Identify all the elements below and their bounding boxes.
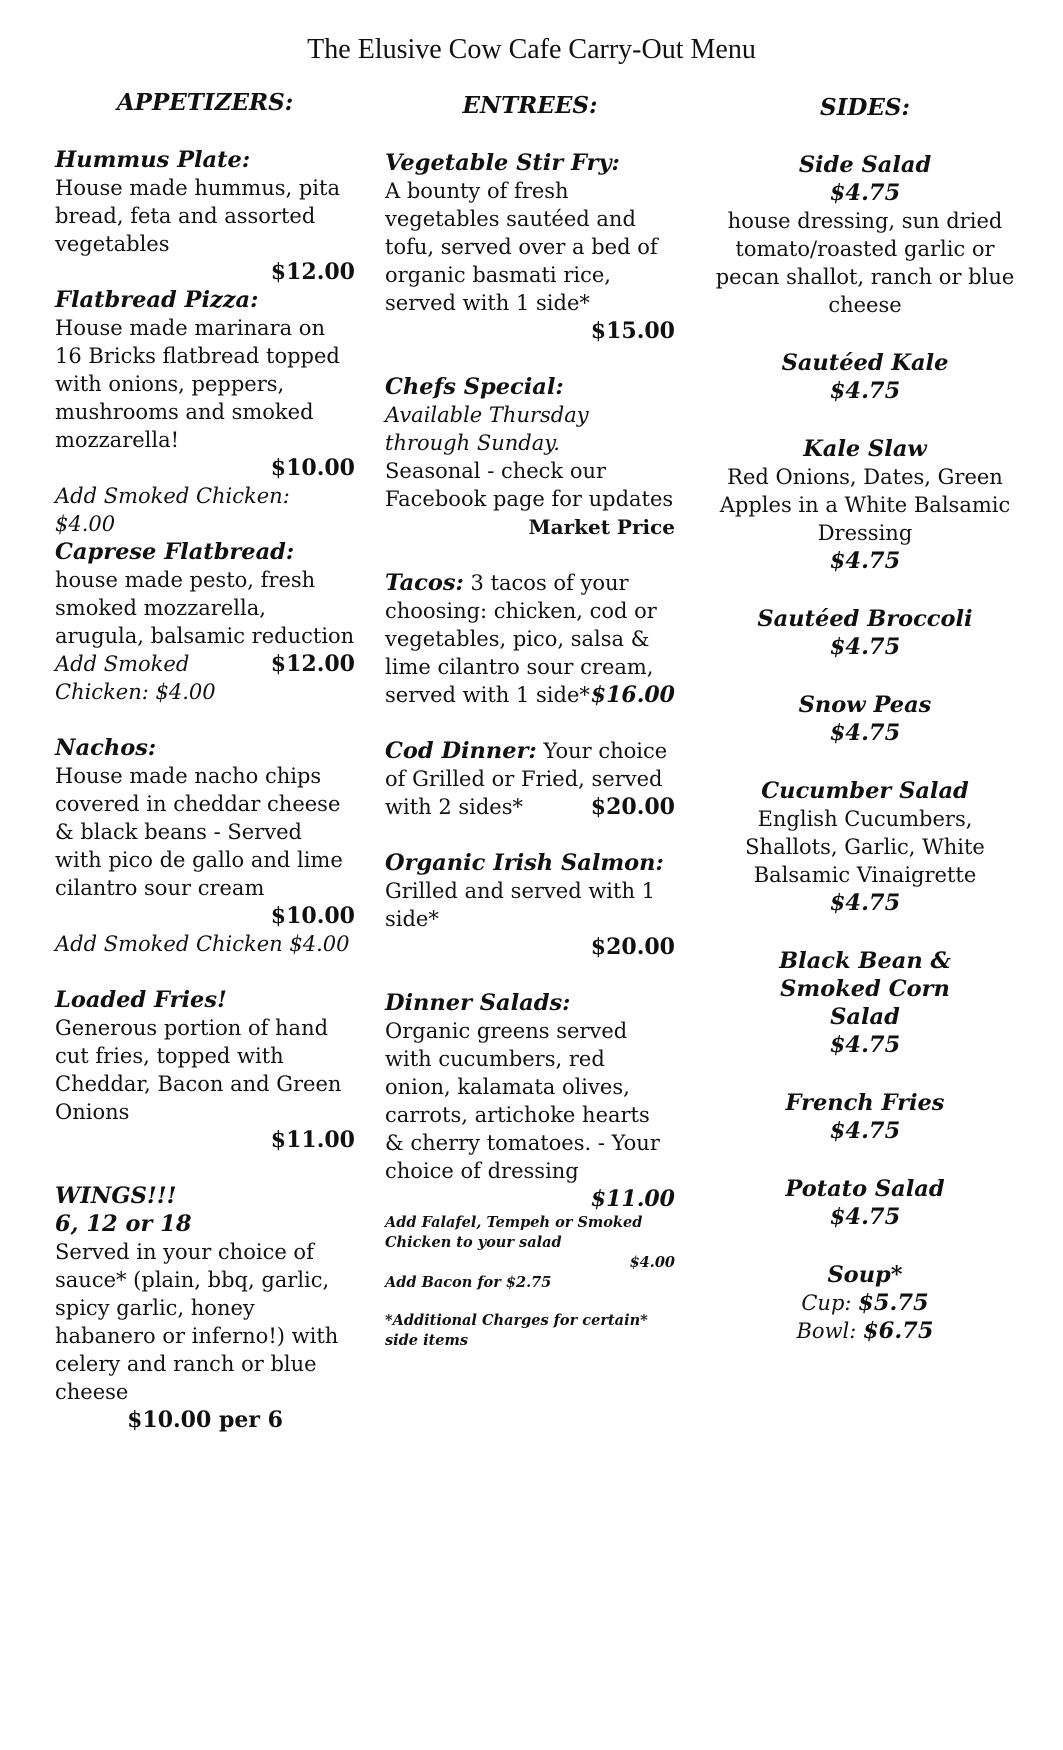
side-name: Potato Salad [785,1176,945,1202]
menu-title: The Elusive Cow Cafe Carry-Out Menu [307,34,756,65]
spacer [55,958,355,986]
spacer [385,961,675,989]
entrees-heading: ENTREES: [462,92,598,119]
menu-item-salmon [385,849,675,961]
menu-item-caprese [55,538,355,706]
spacer [385,1293,675,1311]
cup-price: $5.75 [858,1290,929,1316]
appetizers-heading: APPETIZERS: [116,89,294,116]
footnote: *Additional Charges for certain* side items [385,1312,648,1349]
appetizers-column [55,88,355,1434]
spacer [385,709,675,737]
side-price: $4.75 [829,1204,901,1230]
item-desc: A bounty of fresh vegetables sautéed and tofu, served over a bed of organic basmati rice, served with 1 side* [385,179,658,315]
item-price: $12.00 [270,259,355,285]
item-desc: Your choice of Grilled or Fried, served with 2 sides* [385,739,668,819]
side-name: Kale Slaw [803,436,927,462]
side-item-kale-slaw [715,435,1015,575]
spacer [55,706,355,734]
side-name: Sautéed Broccoli [757,606,973,632]
side-item-sauteed-broccoli [715,605,1015,661]
entrees-column [385,88,675,1351]
item-desc: Served in your choice of sauce* (plain, bbq, garlic, spicy garlic, honey habanero or inferno!) with celery and ranch or blue cheese [55,1240,339,1404]
menu-item-dinner-salads [385,989,675,1213]
side-item-snow-peas [715,691,1015,747]
side-price: $4.75 [829,1032,901,1058]
item-price: $11.00 [590,1186,675,1212]
spacer [385,345,675,373]
side-item-soup [715,1261,1015,1345]
item-desc: Organic greens served with cucumbers, red onion, kalamata olives, carrots, artichoke hearts & cherry tomatoes. - Your choice of dressing [385,1019,660,1183]
cup-label: Cup: [801,1291,852,1315]
side-name: Cucumber Salad [761,778,969,804]
side-item-black-bean-corn-salad [715,947,1015,1059]
salad-addons [385,1213,675,1351]
menu-item-wings [55,1182,355,1434]
side-name: Soup* [827,1262,903,1288]
spacer [385,821,675,849]
item-name: Flatbread Pizza: [55,287,259,313]
item-price: Market Price [528,515,675,539]
item-desc: house made pesto, fresh smoked mozzarella, arugula, balsamic reduction [55,568,355,648]
side-desc: English Cucumbers, Shallots, Garlic, White Balsamic Vinaigrette [745,807,985,887]
item-desc: House made nacho chips covered in cheddar cheese & black beans - Served with pico de gallo and lime cilantro sour cream [55,764,343,900]
side-price: $4.75 [829,634,901,660]
item-name: Caprese Flatbread: [55,539,295,565]
menu-item-chefs-special [385,373,675,541]
item-price: $20.00 [590,794,675,820]
item-name: Dinner Salads: [385,990,571,1016]
side-price: $4.75 [829,720,901,746]
item-name: Vegetable Stir Fry: [385,150,620,176]
side-item-cucumber-salad [715,777,1015,917]
item-addon: Add Smoked Chicken: $4.00 [55,484,290,536]
item-subname: 6, 12 or 18 [55,1211,192,1237]
item-desc: House made hummus, pita bread, feta and assorted vegetables [55,176,340,256]
item-desc: Grilled and served with 1 side* [385,879,656,931]
item-name: Nachos: [55,735,157,761]
addon-protein: Add Falafel, Tempeh or Smoked Chicken to your salad [385,1214,643,1251]
side-item-potato-salad [715,1175,1015,1231]
side-name: Black Bean & Smoked Corn Salad [779,948,951,1030]
item-name: Chefs Special: [385,374,564,400]
side-name: French Fries [785,1090,945,1116]
menu-item-flatbread [55,286,355,538]
item-name: WINGS!!! [55,1183,177,1209]
item-price: $15.00 [590,318,675,344]
item-name: Tacos: [385,570,464,596]
side-desc: house dressing, sun dried tomato/roasted garlic or pecan shallot, ranch or blue cheese [715,209,1015,317]
item-name: Organic Irish Salmon: [385,850,664,876]
side-price: $4.75 [829,378,901,404]
side-price: $4.75 [829,548,901,574]
menu-item-tacos [385,569,675,709]
side-item-french-fries [715,1089,1015,1145]
soup-cup [715,1289,1015,1317]
soup-bowl [715,1317,1015,1345]
menu-item-nachos [55,734,355,958]
bowl-label: Bowl: [796,1319,857,1343]
bowl-price: $6.75 [863,1318,934,1344]
side-item-sauteed-kale [715,349,1015,405]
menu-item-cod-dinner [385,737,675,821]
item-price: $16.00 [590,682,675,708]
item-desc: Generous portion of hand cut fries, topped with Cheddar, Bacon and Green Onions [55,1016,342,1124]
sides-heading: SIDES: [820,94,910,121]
menu-item-loaded-fries [55,986,355,1154]
side-price: $4.75 [829,180,901,206]
item-price: $10.00 [270,455,355,481]
menu-item-stir-fry [385,149,675,345]
item-price: $11.00 [270,1127,355,1153]
side-desc: Red Onions, Dates, Green Apples in a White Balsamic Dressing [719,465,1011,545]
item-name: Hummus Plate: [55,147,251,173]
addon-protein-price: $4.00 [629,1254,675,1271]
menu-item-hummus [55,146,355,286]
addon-bacon: Add Bacon for $2.75 [385,1274,552,1291]
side-name: Snow Peas [798,692,932,718]
side-name: Side Salad [798,152,932,178]
side-name: Sautéed Kale [781,350,949,376]
item-addon: Add Smoked Chicken $4.00 [55,932,350,956]
item-price: $12.00 [270,651,355,677]
item-price: $10.00 [270,903,355,929]
item-price: $20.00 [590,934,675,960]
spacer [55,1154,355,1182]
spacer [385,541,675,569]
item-name: Loaded Fries! [55,987,227,1013]
item-availability: Available Thursday through Sunday. [385,403,589,455]
side-price: $4.75 [829,890,901,916]
item-price: $10.00 per 6 [127,1407,283,1433]
side-price: $4.75 [829,1118,901,1144]
item-desc: House made marinara on 16 Bricks flatbread topped with onions, peppers, mushrooms and smoked mozzarella! [55,316,340,452]
item-desc: 3 tacos of your choosing: chicken, cod or vegetables, pico, salsa & lime cilantro sour cream, served with 1 side* [385,571,657,707]
item-name: Cod Dinner: [385,738,537,764]
item-desc: Seasonal - check our Facebook page for updates [385,459,674,511]
item-addon: Add Smoked Chicken: $4.00 [55,652,216,704]
sides-column [715,88,1015,1375]
side-item-side-salad [715,151,1015,319]
